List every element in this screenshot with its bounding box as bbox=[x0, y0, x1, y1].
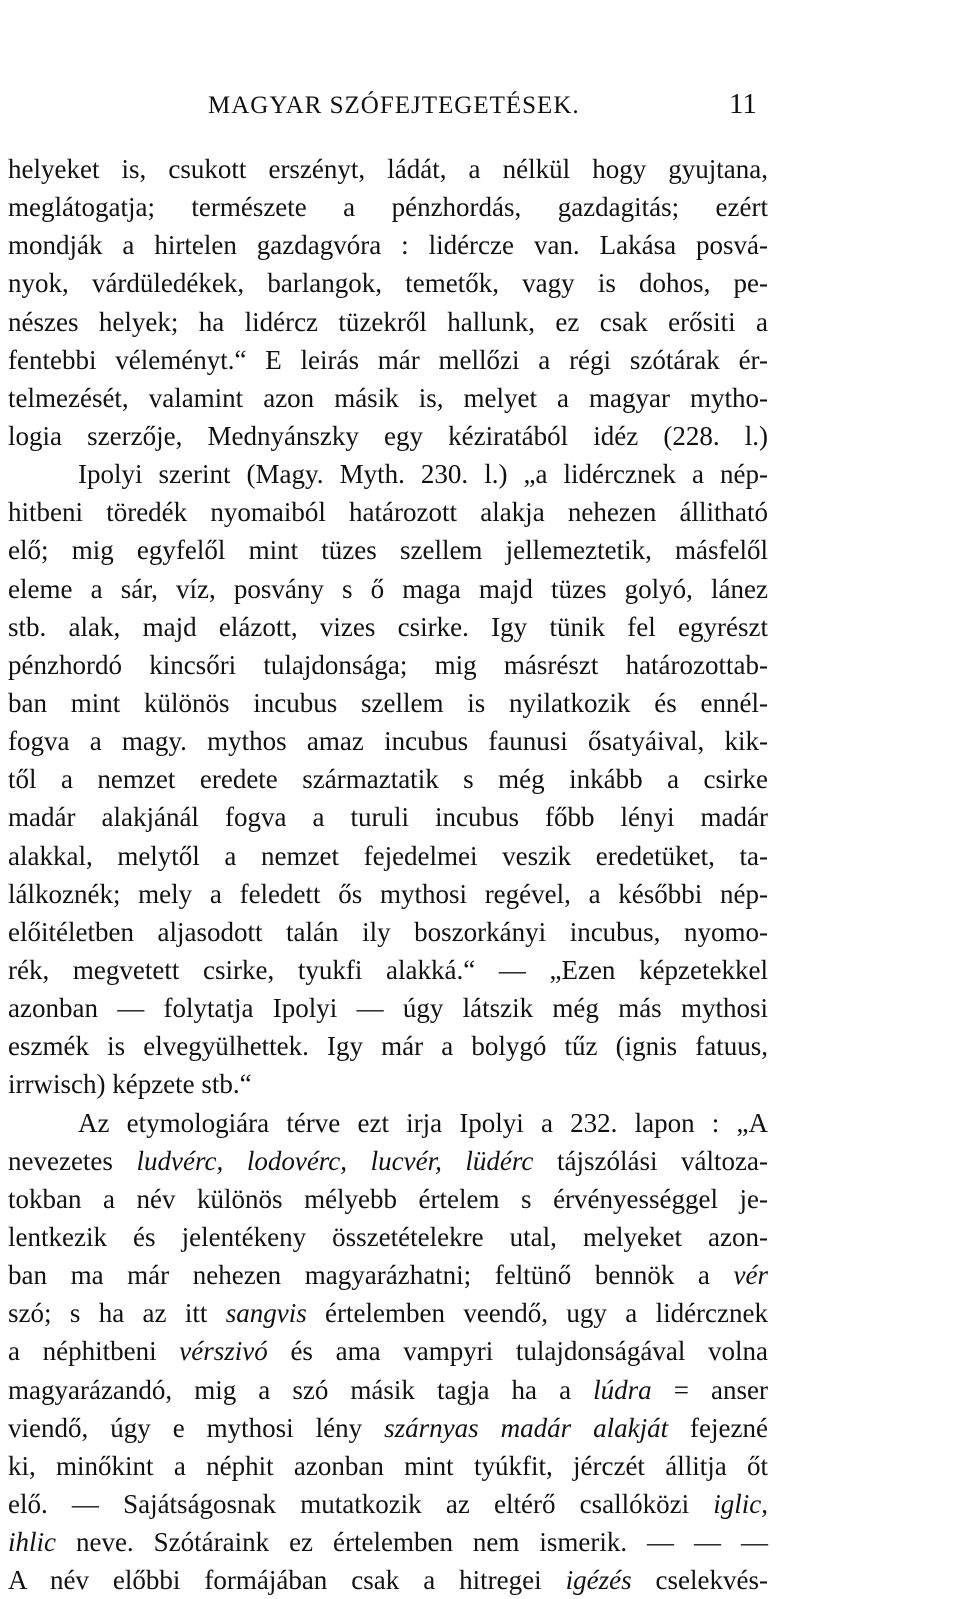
text-line bbox=[8, 188, 768, 226]
text-run: ki, minőkint a néphit azonban mint tyúkfit, jérczét állitja őt bbox=[8, 1450, 768, 1481]
text-run: mondják a hirtelen gazdagvóra : lidércze van. Lakása posvá- bbox=[8, 230, 768, 261]
text-line bbox=[8, 1332, 768, 1370]
page-number: 11 bbox=[729, 88, 757, 120]
text-line bbox=[8, 150, 768, 188]
text-line bbox=[8, 837, 768, 875]
text-run: elő; mig egyfelől mint tüzes szellem jellemeztetik, másfelől bbox=[8, 535, 768, 566]
text-line bbox=[8, 1447, 768, 1485]
text-line bbox=[8, 417, 768, 455]
text-run: logia szerzője, Mednyánszky egy kéziratából idéz (228. l.) bbox=[8, 420, 768, 451]
text-run: = anser bbox=[651, 1374, 768, 1405]
italic-text: vér bbox=[733, 1260, 768, 1291]
text-run: nevezetes bbox=[8, 1145, 137, 1176]
text-line bbox=[8, 1485, 768, 1523]
text-line bbox=[8, 570, 768, 608]
text-run: neve. Szótáraink ez értelemben nem ismerik. — — — bbox=[56, 1527, 768, 1558]
text-line bbox=[8, 1142, 768, 1180]
text-run: eleme a sár, víz, posvány s ő maga majd tüzes golyó, lánez bbox=[8, 573, 768, 604]
text-run: tájszólási változa- bbox=[533, 1145, 769, 1176]
text-run: lentkezik és jelentékeny összetételekre utal, melyeket azon- bbox=[8, 1221, 768, 1252]
text-line bbox=[8, 493, 768, 531]
text-run: cselekvés- bbox=[631, 1565, 768, 1596]
text-run: nészes helyek; ha lidércz tüzekről hallunk, ez csak erősiti a bbox=[8, 306, 768, 337]
text-line bbox=[8, 1371, 768, 1409]
text-run: viendő, úgy e mythosi lény bbox=[8, 1412, 385, 1443]
text-run: fogva a magy. mythos amaz incubus faunusi ősatyáival, kik- bbox=[8, 726, 768, 757]
text-line bbox=[8, 1294, 768, 1332]
text-run: azonban — folytatja Ipolyi — úgy látszik még más mythosi bbox=[8, 993, 768, 1024]
running-head bbox=[0, 88, 960, 128]
text-line bbox=[8, 798, 768, 836]
text-run: irrwisch) képzete stb.“ bbox=[8, 1069, 252, 1100]
text-run: meglátogatja; természete a pénzhordás, gazdagitás; ezért bbox=[8, 192, 768, 223]
text-run: hitbeni töredék nyomaiból határozott alakja nehezen állitható bbox=[8, 497, 768, 528]
text-line bbox=[8, 303, 768, 341]
text-run: magyarázandó, mig a szó másik tagja ha a bbox=[8, 1374, 594, 1405]
text-line bbox=[8, 1523, 768, 1561]
italic-text: igézés bbox=[565, 1565, 632, 1596]
text-line bbox=[8, 760, 768, 798]
text-run: előitéletben aljasodott talán ily boszorkányi incubus, nyomo- bbox=[8, 916, 768, 947]
text-run: A név előbbi formájában csak a hitregei bbox=[8, 1565, 566, 1596]
text-line bbox=[8, 646, 768, 684]
text-run: rék, megvetett csirke, tyukfi alakká.“ — „Ezen képzetekkel bbox=[8, 954, 768, 985]
text-run: pénzhordó kincsőri tulajdonsága; mig másrészt határozottab- bbox=[8, 649, 768, 680]
text-run: Az etymologiára térve ezt irja Ipolyi a 232. lapon : „A bbox=[78, 1107, 768, 1138]
text-run: és ama vampyri tulajdonságával volna bbox=[267, 1336, 768, 1367]
text-line bbox=[8, 875, 768, 913]
text-run: értelemben veendő, ugy a lidércznek bbox=[306, 1298, 769, 1329]
text-line bbox=[8, 989, 768, 1027]
text-run: től a nemzet eredete származtatik s még inkább a csirke bbox=[8, 764, 768, 795]
text-line bbox=[8, 379, 768, 417]
text-line bbox=[8, 1218, 768, 1256]
italic-text: szárnyas madár alakját bbox=[384, 1412, 669, 1443]
text-run: szó; s ha az itt bbox=[8, 1298, 226, 1329]
italic-text: ludvérc, lodovérc, lucvér, lüdérc bbox=[136, 1145, 534, 1176]
text-run: stb. alak, majd elázott, vizes csirke. Igy tünik fel egyrészt bbox=[8, 611, 768, 642]
text-line bbox=[8, 1065, 768, 1103]
text-run: fejezné bbox=[668, 1412, 768, 1443]
text-line bbox=[8, 1561, 768, 1599]
text-line bbox=[8, 226, 768, 264]
text-line bbox=[8, 722, 768, 760]
text-run: a néphitbeni bbox=[8, 1336, 180, 1367]
text-line bbox=[8, 1409, 768, 1447]
text-run: tokban a név különös mélyebb értelem s érvényességgel je- bbox=[8, 1183, 768, 1214]
text-line bbox=[8, 341, 768, 379]
text-line bbox=[8, 913, 768, 951]
text-run: lálkoznék; mely a feledett ős mythosi regével, a későbbi nép- bbox=[8, 878, 768, 909]
text-run: helyeket is, csukott erszényt, ládát, a nélkül hogy gyujtana, bbox=[8, 154, 768, 184]
text-line bbox=[8, 264, 768, 302]
text-run: nyok, várdüledékek, barlangok, temetők, vagy is dohos, pe- bbox=[8, 268, 768, 299]
italic-text: lúdra bbox=[593, 1374, 652, 1405]
text-run: alakkal, melytől a nemzet fejedelmei veszik eredetüket, ta- bbox=[8, 840, 768, 871]
text-run: telmezését, valamint azon másik is, melyet a magyar mytho- bbox=[8, 382, 768, 413]
text-run: madár alakjánál fogva a turuli incubus főbb lényi madár bbox=[8, 802, 768, 833]
italic-text: iglic, bbox=[713, 1488, 768, 1519]
running-title: MAGYAR SZÓFEJTEGETÉSEK. bbox=[208, 92, 580, 119]
text-line bbox=[8, 608, 768, 646]
italic-text: vérszivó bbox=[179, 1336, 268, 1367]
text-line bbox=[8, 455, 768, 493]
text-run: ban mint különös incubus szellem is nyilatkozik és ennél- bbox=[8, 687, 768, 718]
text-line bbox=[8, 684, 768, 722]
text-run: elő. — Sajátságosnak mutatkozik az eltérő csallóközi bbox=[8, 1488, 714, 1519]
text-line bbox=[8, 1104, 768, 1142]
text-run: eszmék is elvegyülhettek. Igy már a bolygó tűz (ignis fatuus, bbox=[8, 1031, 768, 1062]
italic-text: ihlic bbox=[8, 1527, 56, 1558]
body-text bbox=[8, 150, 768, 1599]
text-line bbox=[8, 951, 768, 989]
text-run: ban ma már nehezen magyarázhatni; feltünő bennök a bbox=[8, 1260, 734, 1291]
text-line bbox=[8, 531, 768, 569]
text-line bbox=[8, 1180, 768, 1218]
italic-text: sangvis bbox=[225, 1298, 307, 1329]
text-run: fentebbi véleményt.“ E leirás már mellőzi a régi szótárak ér- bbox=[8, 344, 768, 375]
text-line bbox=[8, 1027, 768, 1065]
text-run: Ipolyi szerint (Magy. Myth. 230. l.) „a lidércznek a nép- bbox=[78, 459, 768, 490]
text-line bbox=[8, 1256, 768, 1294]
